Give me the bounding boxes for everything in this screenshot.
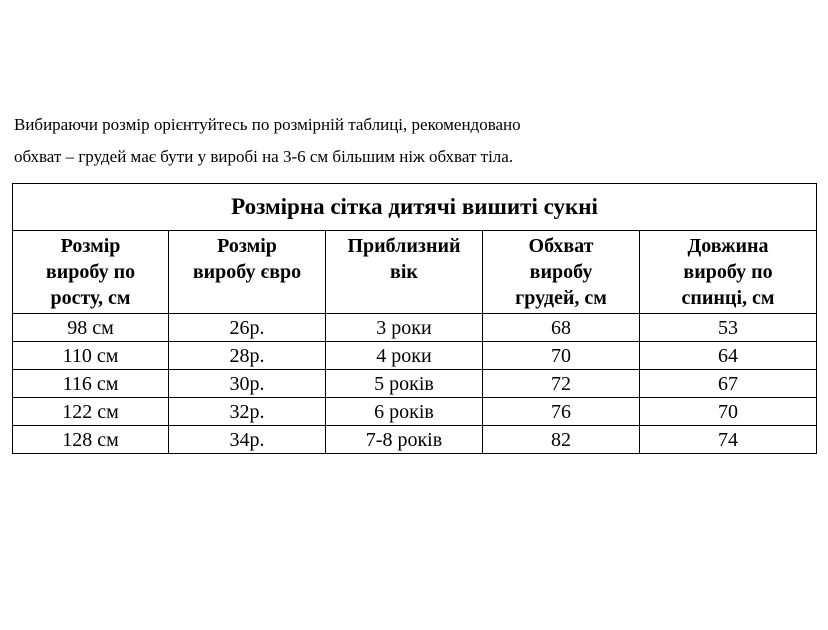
cell-back-length: 74 (640, 426, 817, 454)
cell-size-by-height: 98 см (13, 314, 169, 342)
header-line: виробу (529, 261, 593, 283)
cell-back-length: 53 (640, 314, 817, 342)
cell-chest-girth: 76 (483, 398, 640, 426)
cell-age: 3 роки (326, 314, 483, 342)
cell-chest-girth: 68 (483, 314, 640, 342)
header-line: Приблизний (347, 235, 461, 257)
table-title: Розмірна сітка дитячі вишиті сукні (13, 184, 817, 231)
header-line: грудей, см (515, 287, 607, 309)
cell-size-by-height: 116 см (13, 370, 169, 398)
header-back-length (640, 231, 817, 314)
size-table (12, 183, 817, 454)
cell-size-euro: 32р. (169, 398, 326, 426)
cell-back-length: 67 (640, 370, 817, 398)
intro-line-1: Вибираючи розмір орієнтуйтесь по розмірній таблиці, рекомендовано (14, 115, 521, 134)
header-size-by-height (13, 231, 169, 314)
table-header-row (13, 231, 817, 314)
header-line: Обхват (528, 235, 594, 257)
header-line: спинці, см (681, 287, 775, 309)
intro-text (14, 109, 814, 173)
cell-back-length: 64 (640, 342, 817, 370)
header-line: Розмір (60, 235, 121, 257)
header-line: росту, см (50, 287, 131, 309)
cell-age: 5 років (326, 370, 483, 398)
header-size-euro (169, 231, 326, 314)
header-line: виробу євро (192, 261, 302, 283)
cell-size-euro: 26р. (169, 314, 326, 342)
cell-size-by-height: 110 см (13, 342, 169, 370)
header-line: виробу по (45, 261, 136, 283)
header-chest-girth (483, 231, 640, 314)
cell-size-by-height: 128 см (13, 426, 169, 454)
table-row (13, 398, 817, 426)
header-line: Довжина (687, 235, 769, 257)
cell-age: 7-8 років (326, 426, 483, 454)
table-title-row (13, 184, 817, 231)
table-row (13, 370, 817, 398)
cell-age: 4 роки (326, 342, 483, 370)
table-row (13, 342, 817, 370)
header-approx-age (326, 231, 483, 314)
cell-size-euro: 34р. (169, 426, 326, 454)
header-line: виробу по (683, 261, 773, 283)
table-row (13, 426, 817, 454)
table-row (13, 314, 817, 342)
header-line: вік (390, 261, 418, 283)
cell-size-euro: 28р. (169, 342, 326, 370)
cell-chest-girth: 70 (483, 342, 640, 370)
header-line: Розмір (217, 235, 277, 257)
intro-line-2: обхват – грудей має бути у виробі на 3-6 см більшим ніж обхват тіла. (14, 147, 514, 166)
cell-size-by-height: 122 см (13, 398, 169, 426)
cell-chest-girth: 72 (483, 370, 640, 398)
cell-chest-girth: 82 (483, 426, 640, 454)
cell-size-euro: 30р. (169, 370, 326, 398)
cell-back-length: 70 (640, 398, 817, 426)
cell-age: 6 років (326, 398, 483, 426)
